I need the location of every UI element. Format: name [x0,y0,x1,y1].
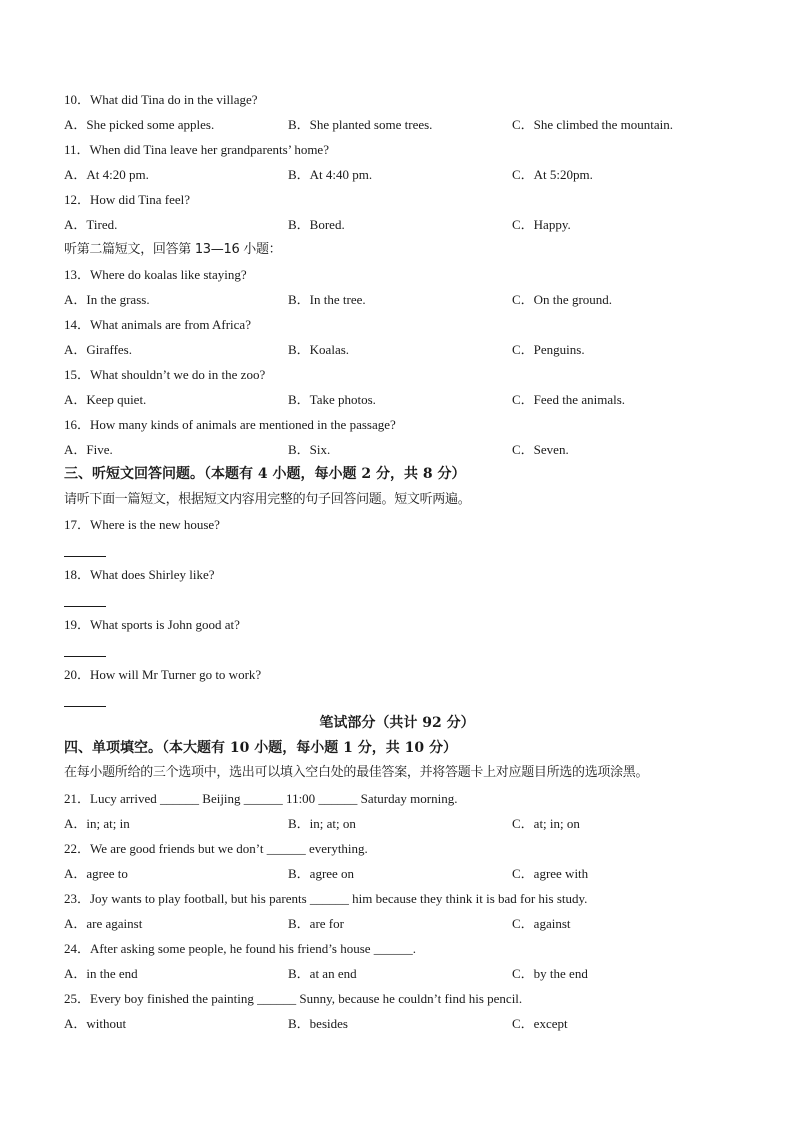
question-24: 24．After asking some people, he found his friend’s house ______. [64,941,417,956]
q12-option-c: C．Happy. [512,217,571,232]
q22-option-a: A．agree to [64,866,128,881]
q14-option-b: B．Koalas. [288,342,350,357]
q13-option-a: A．In the grass. [64,292,150,307]
question-10: 10．What did Tina do in the village? [64,92,258,107]
q15-option-c: C．Feed the animals. [512,392,626,407]
q13-option-c: C．On the ground. [512,292,613,307]
q14-option-c: C．Penguins. [512,342,585,357]
question-22: 22．We are good friends but we don’t ______ everything. [64,841,368,856]
question-15: 15．What shouldn’t we do in the zoo? [64,367,266,382]
q25-option-c: C．except [512,1016,568,1031]
q24-option-b: B．at an end [288,966,357,981]
q12-option-a: A．Tired. [64,217,118,232]
q11-option-c: C．At 5:20pm. [512,167,593,182]
q10-option-b: B．She planted some trees. [288,117,433,132]
q25-option-a: A．without [64,1016,127,1031]
q25-option-b: B．besides [288,1016,348,1031]
section-three-title: 三、听短文回答问题。（本题有 4 小题，每小题 2 分，共 8 分） [64,466,466,482]
question-11: 11．When did Tina leave her grandparents’ home? [64,142,329,157]
answer-blank-20[interactable] [64,706,106,707]
question-13: 13．Where do koalas like staying? [64,267,247,282]
q23-option-b: B．are for [288,916,344,931]
section-four-title: 四、单项填空。（本大题有 10 小题，每小题 1 分，共 10 分） [64,740,457,756]
q16-option-a: A．Five. [64,442,113,457]
written-part-title: 笔试部分（共计 92 分） [319,715,475,731]
q23-option-a: A．are against [64,916,143,931]
answer-blank-19[interactable] [64,656,106,657]
q22-option-b: B．agree on [288,866,355,881]
q22-option-c: C．agree with [512,866,589,881]
q15-option-a: A．Keep quiet. [64,392,147,407]
question-25: 25．Every boy finished the painting ______ Sunny, because he couldn’t find his pencil. [64,991,523,1006]
question-14: 14．What animals are from Africa? [64,317,251,332]
question-18: 18．What does Shirley like? [64,567,215,582]
answer-blank-18[interactable] [64,606,106,607]
q21-option-c: C．at; in; on [512,816,580,831]
question-23: 23．Joy wants to play football, but his parents ______ him because they think it is bad for his study. [64,891,588,906]
question-12: 12．How did Tina feel? [64,192,191,207]
q21-option-b: B．in; at; on [288,816,356,831]
q14-option-a: A．Giraffes. [64,342,132,357]
question-19: 19．What sports is John good at? [64,617,240,632]
section-three-instruction: 请听下面一篇短文，根据短文内容用完整的句子回答问题。短文听两遍。 [64,492,471,507]
q24-option-c: C．by the end [512,966,588,981]
answer-blank-17[interactable] [64,556,106,557]
q16-option-b: B．Six. [288,442,331,457]
q16-option-c: C．Seven. [512,442,569,457]
question-21: 21．Lucy arrived ______ Beijing ______ 11:00 ______ Saturday morning. [64,791,458,806]
q10-option-a: A．She picked some apples. [64,117,215,132]
question-16: 16．How many kinds of animals are mentioned in the passage? [64,417,396,432]
q24-option-a: A．in the end [64,966,138,981]
q12-option-b: B．Bored. [288,217,345,232]
q11-option-b: B．At 4:40 pm. [288,167,373,182]
q10-option-c: C．She climbed the mountain. [512,117,674,132]
q21-option-a: A．in; at; in [64,816,130,831]
question-17: 17．Where is the new house? [64,517,220,532]
q11-option-a: A．At 4:20 pm. [64,167,149,182]
section-four-instruction: 在每小题所给的三个选项中，选出可以填入空白处的最佳答案，并将答题卡上对应题目所选的选项涂黑。 [64,765,649,780]
q13-option-b: B．In the tree. [288,292,366,307]
question-20: 20．How will Mr Turner go to work? [64,667,262,682]
q23-option-c: C．against [512,916,571,931]
passage-2-instruction: 听第二篇短文，回答第 13—16 小题： [64,242,282,257]
q15-option-b: B．Take photos. [288,392,376,407]
